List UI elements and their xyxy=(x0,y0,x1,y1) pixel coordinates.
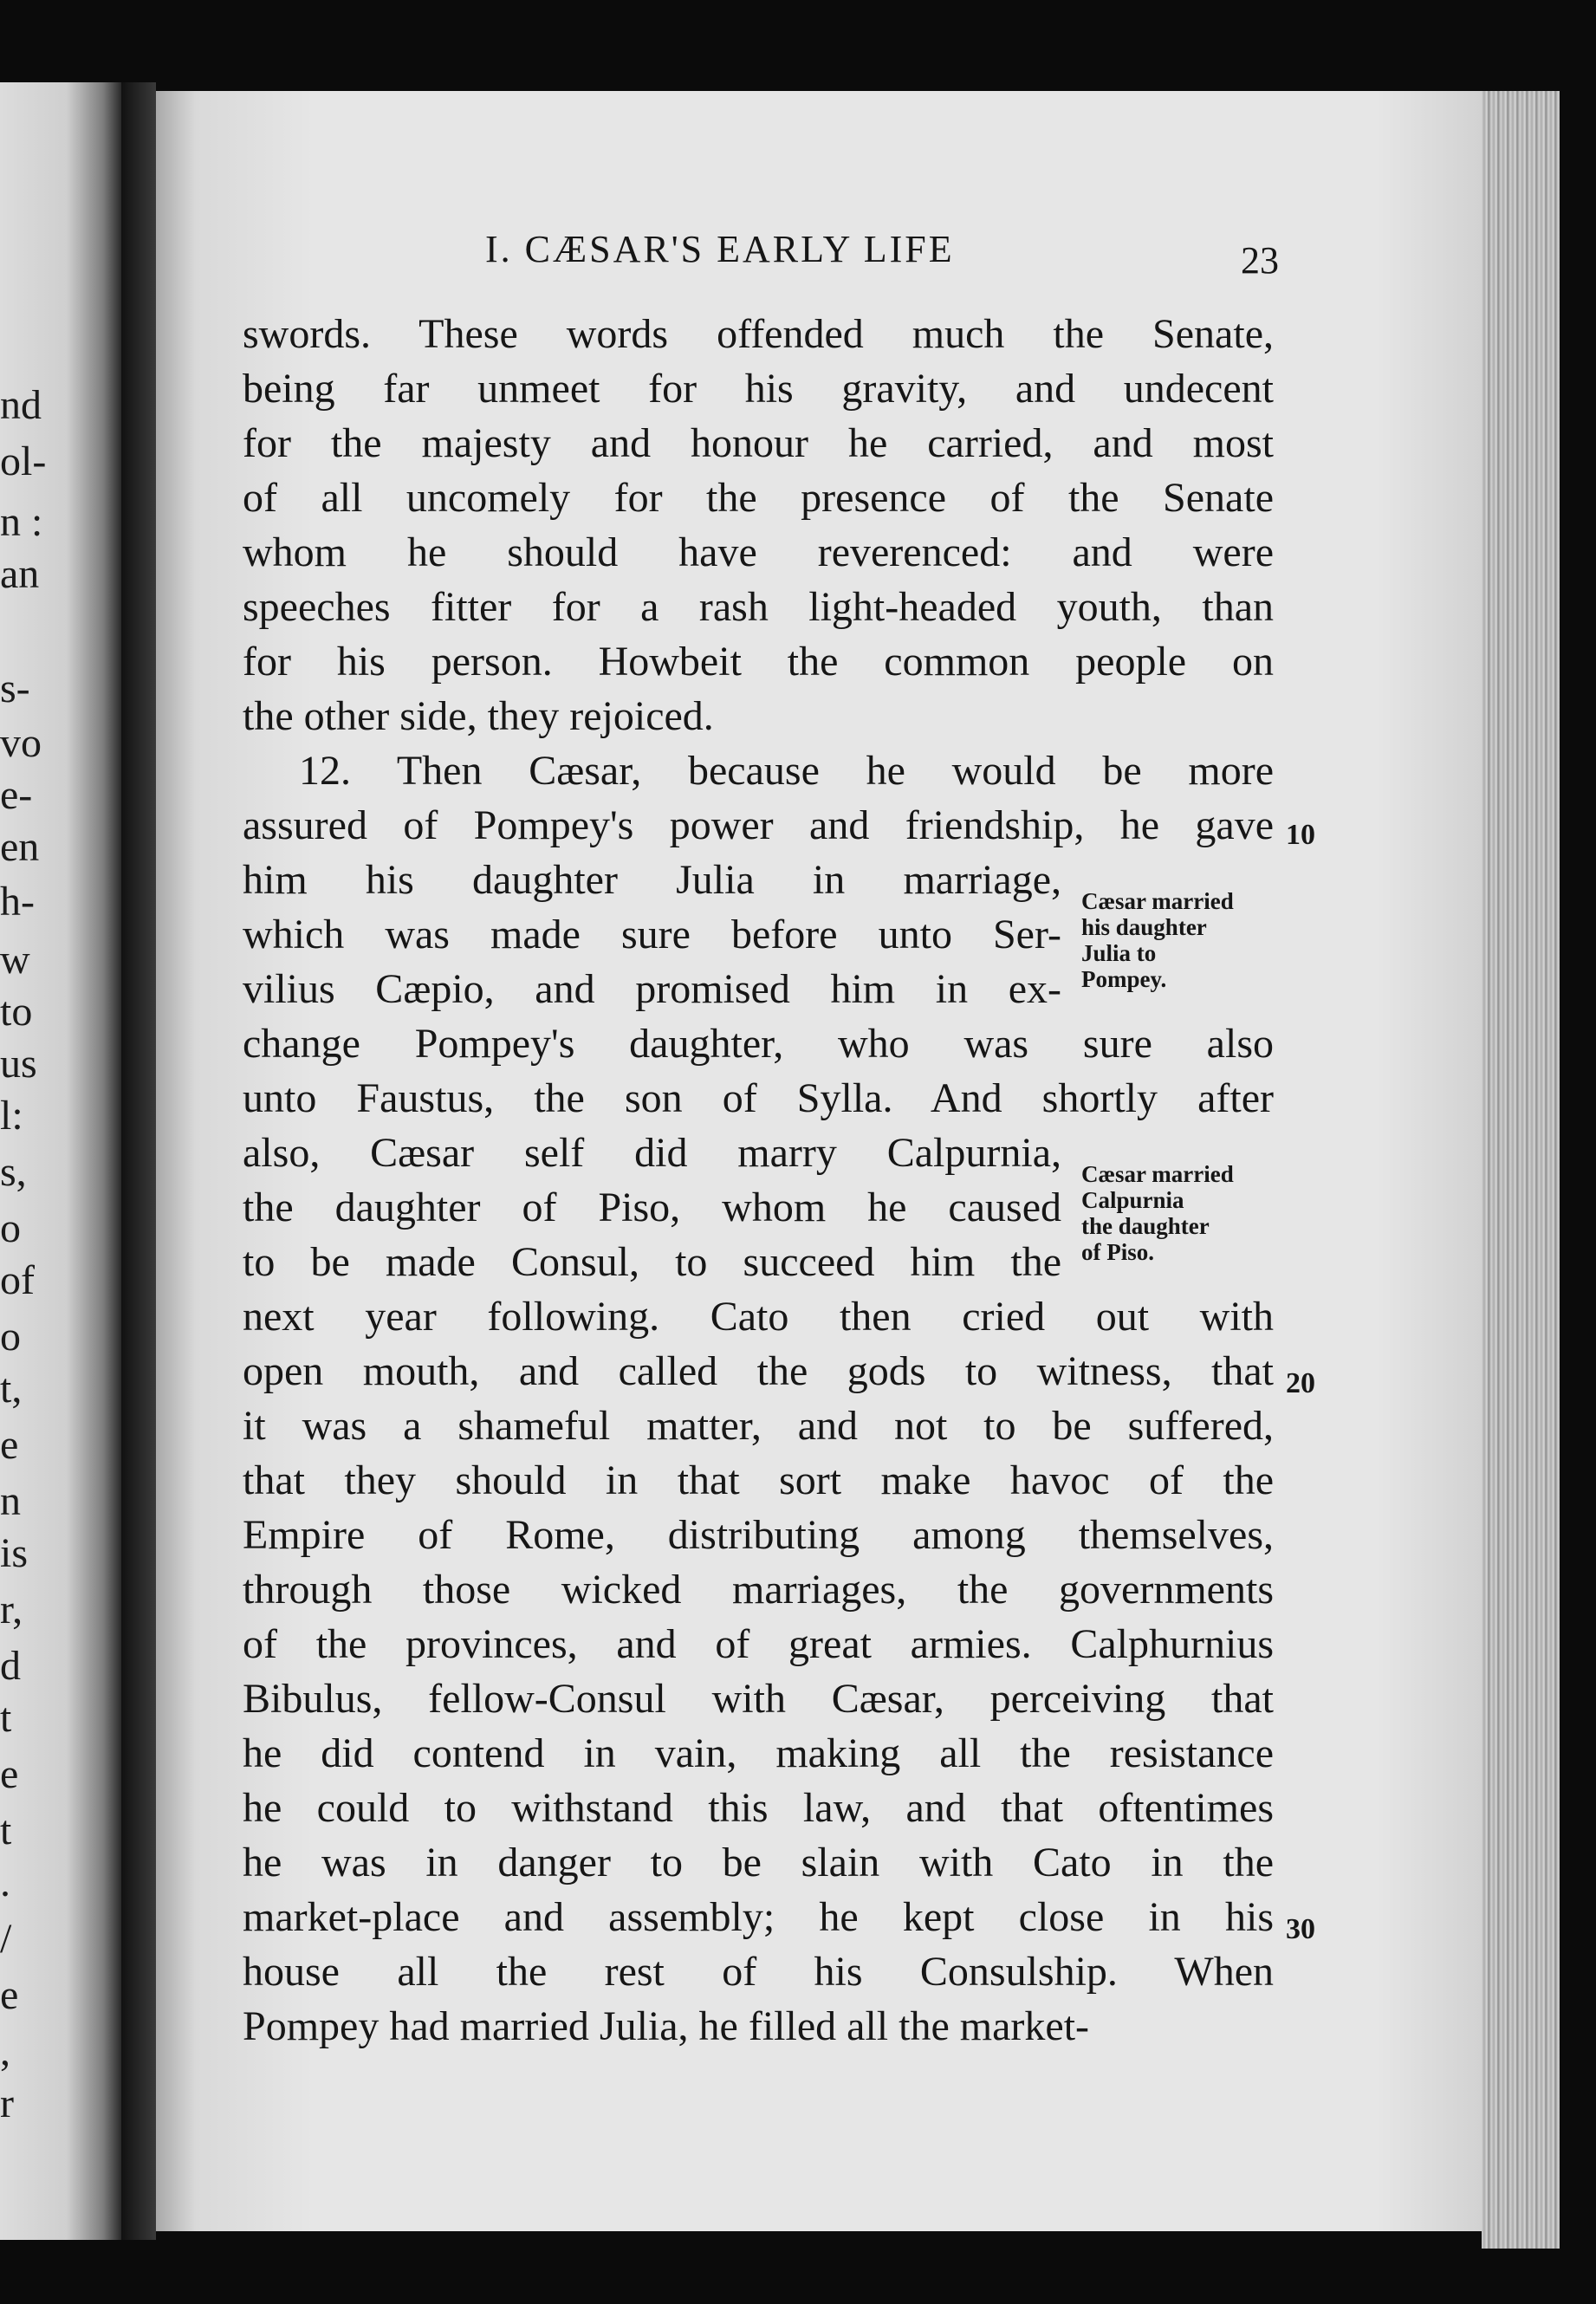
prev-page-fragment: o xyxy=(0,1205,21,1251)
text-line: him his daughter Julia in marriage, xyxy=(243,857,1061,903)
text-line: swords. These words offended much the Senate, xyxy=(243,311,1274,357)
prev-page-fragment: to xyxy=(0,989,33,1035)
prev-page-fragment: nd xyxy=(0,382,42,428)
prev-page-fragment: ol- xyxy=(0,438,47,484)
text-line: next year following. Cato then cried out with xyxy=(243,1294,1274,1340)
prev-page-fragment: vo xyxy=(0,720,42,766)
prev-page-fragment: o xyxy=(0,1314,21,1360)
text-line: house all the rest of his Consulship. When xyxy=(243,1949,1274,1995)
marginal-note-line: Calpurnia xyxy=(1081,1187,1184,1213)
text-line: also, Cæsar self did marry Calpurnia, xyxy=(243,1130,1061,1176)
text-line: unto Faustus, the son of Sylla. And shortly after xyxy=(243,1075,1274,1121)
prev-page-fragment: us xyxy=(0,1041,37,1087)
text-line: speeches fitter for a rash light-headed youth, than xyxy=(243,584,1274,630)
running-head: I. CÆSAR'S EARLY LIFE xyxy=(485,228,955,270)
prev-page-fragment: / xyxy=(0,1916,12,1962)
prev-page-fragment: s- xyxy=(0,665,30,711)
text-line: Pompey had married Julia, he filled all the market- xyxy=(243,2003,1090,2049)
text-line: for the majesty and honour he carried, and most xyxy=(243,420,1274,466)
prev-page-fragment: an xyxy=(0,551,40,597)
text-line: open mouth, and called the gods to witness, that xyxy=(243,1348,1274,1394)
text-line: he could to withstand this law, and that oftentimes xyxy=(243,1785,1274,1831)
text-line: Bibulus, fellow-Consul with Cæsar, perceiving that xyxy=(243,1676,1274,1722)
marginal-note-line: Pompey. xyxy=(1081,966,1167,992)
marginal-note-line: Cæsar married xyxy=(1081,888,1234,914)
text-line: being far unmeet for his gravity, and undecent xyxy=(243,366,1274,412)
text-line: it was a shameful matter, and not to be suffered, xyxy=(243,1403,1274,1449)
text-line: to be made Consul, to succeed him the xyxy=(243,1239,1061,1285)
prev-page-fragment: e xyxy=(0,1751,19,1797)
prev-page-fragment: . xyxy=(0,1859,10,1905)
prev-page-fragment: l: xyxy=(0,1093,23,1139)
prev-page-fragment: e- xyxy=(0,772,33,818)
text-line: market-place and assembly; he kept close in his xyxy=(243,1894,1274,1940)
prev-page-fragment: s, xyxy=(0,1149,27,1195)
prev-page-fragment: n : xyxy=(0,499,43,545)
text-line: the other side, they rejoiced. xyxy=(243,693,714,739)
text-line: he did contend in vain, making all the resistance xyxy=(243,1730,1274,1776)
text-line: vilius Cæpio, and promised him in ex- xyxy=(243,966,1061,1012)
text-line: through those wicked marriages, the governments xyxy=(243,1567,1274,1613)
text-line: for his person. Howbeit the common people on xyxy=(243,639,1274,685)
marginal-note-line: Julia to xyxy=(1081,940,1157,966)
prev-page-fragment: t xyxy=(0,1808,12,1853)
text-line: he was in danger to be slain with Cato in the xyxy=(243,1840,1274,1885)
marginal-note-line: Cæsar married xyxy=(1081,1161,1234,1187)
text-line: whom he should have reverenced: and were xyxy=(243,529,1274,575)
prev-page-fragment: is xyxy=(0,1530,29,1576)
text-line: the daughter of Piso, whom he caused xyxy=(243,1184,1061,1230)
book-page-edges xyxy=(1482,91,1560,2249)
marginal-note xyxy=(1081,1161,1234,1265)
marginal-note-line: his daughter xyxy=(1081,914,1207,940)
prev-page-fragment: , xyxy=(0,2028,10,2074)
marginal-note xyxy=(1081,888,1234,992)
prev-page-fragment: t xyxy=(0,1695,12,1741)
text-line: that they should in that sort make havoc of the xyxy=(243,1457,1274,1503)
prev-page-fragment: r xyxy=(0,2080,14,2126)
marginal-note-line: of Piso. xyxy=(1081,1239,1154,1265)
prev-page-fragment: e xyxy=(0,1422,19,1468)
prev-page-fragment: n xyxy=(0,1478,21,1524)
text-line: change Pompey's daughter, who was sure also xyxy=(243,1021,1274,1067)
prev-page-fragment: en xyxy=(0,824,40,870)
text-line: Empire of Rome, distributing among themselves, xyxy=(243,1512,1274,1558)
text-line: of all uncomely for the presence of the Senate xyxy=(243,475,1274,521)
prev-page-fragment: e xyxy=(0,1972,19,2018)
line-number: 30 xyxy=(1286,1913,1315,1945)
text-line: 12. Then Cæsar, because he would be more xyxy=(299,748,1274,794)
prev-page-fragment: t, xyxy=(0,1366,23,1412)
prev-page-fragment: h- xyxy=(0,879,35,925)
page-number: 23 xyxy=(1241,239,1279,282)
book-spine-shadow xyxy=(121,82,156,2240)
prev-page-fragment: w xyxy=(0,937,30,983)
text-line: assured of Pompey's power and friendship, he gave xyxy=(243,802,1274,848)
previous-page-edge xyxy=(0,82,121,2240)
line-number: 20 xyxy=(1286,1367,1315,1399)
prev-page-fragment: d xyxy=(0,1643,21,1689)
prev-page-fragment: r, xyxy=(0,1587,23,1632)
marginal-note-line: the daughter xyxy=(1081,1213,1210,1239)
line-number: 10 xyxy=(1286,819,1315,851)
text-line: of the provinces, and of great armies. Calphurnius xyxy=(243,1621,1274,1667)
prev-page-fragment: of xyxy=(0,1257,35,1303)
text-line: which was made sure before unto Ser- xyxy=(243,912,1061,957)
